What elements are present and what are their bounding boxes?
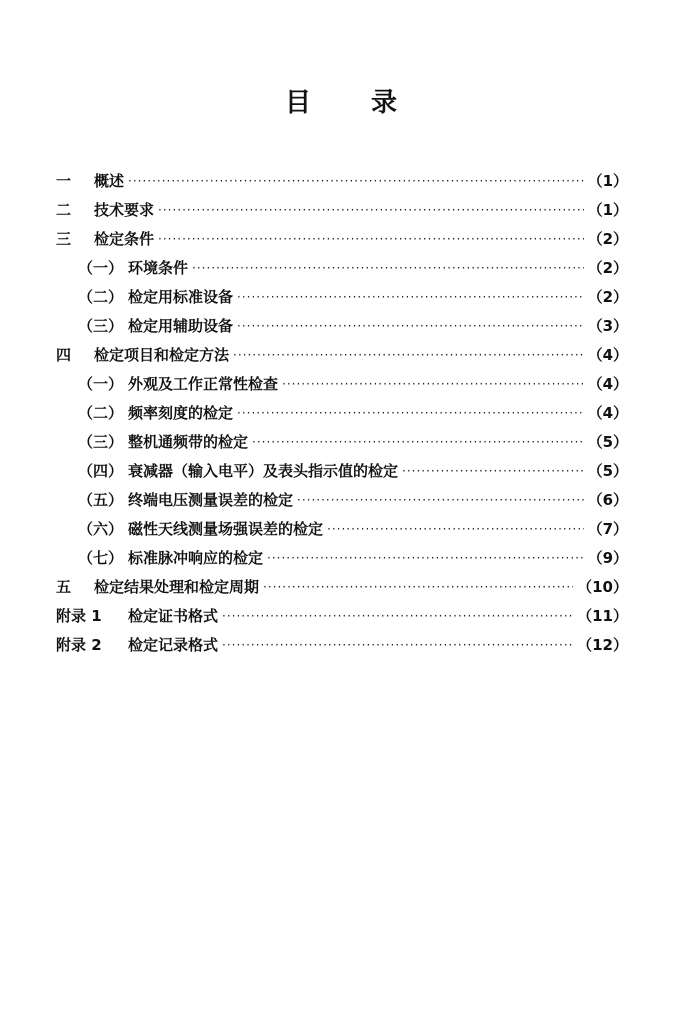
toc-leader-dots (192, 261, 584, 275)
toc-entry-page: （3） (587, 317, 628, 335)
toc-leader-dots (237, 406, 584, 420)
toc-entry (56, 311, 628, 340)
toc-entry-number: （二） (78, 404, 124, 422)
toc-entry (56, 224, 628, 253)
toc-leader-dots (267, 551, 584, 565)
page-title (0, 82, 682, 119)
table-of-contents (56, 166, 628, 659)
toc-entry (56, 340, 628, 369)
toc-entry-number: （三） (78, 317, 124, 335)
toc-entry-title: 检定结果处理和检定周期 (94, 578, 260, 596)
toc-entry-number: （一） (78, 259, 124, 277)
toc-entry (56, 572, 628, 601)
toc-entry-number: 五 (56, 578, 72, 596)
toc-entry-title: 检定用辅助设备 (128, 317, 234, 335)
toc-entry-number: （六） (78, 520, 124, 538)
toc-entry-title: 磁性天线测量场强误差的检定 (128, 520, 324, 538)
toc-entry (56, 369, 628, 398)
toc-entry-page: （7） (587, 520, 628, 538)
toc-entry-number: （四） (78, 462, 124, 480)
toc-leader-dots (327, 522, 584, 536)
toc-entry-page: （5） (587, 462, 628, 480)
toc-entry-title: 检定用标准设备 (128, 288, 234, 306)
toc-leader-dots (297, 493, 584, 507)
toc-entry-page: （2） (587, 230, 628, 248)
toc-entry-page: （2） (587, 259, 628, 277)
toc-entry-title: 概述 (94, 172, 125, 190)
toc-leader-dots (263, 580, 573, 594)
toc-entry (56, 427, 628, 456)
toc-entry-number: （三） (78, 433, 124, 451)
toc-entry-title: 标准脉冲响应的检定 (128, 549, 264, 567)
toc-entry (56, 630, 628, 659)
toc-entry-page: （4） (587, 404, 628, 422)
toc-entry-number: （五） (78, 491, 124, 509)
toc-entry (56, 514, 628, 543)
title-char-2: 录 (371, 88, 398, 118)
toc-entry-page: （10） (577, 578, 628, 596)
toc-entry-number: 附录 2 (56, 636, 102, 654)
toc-entry-title: 终端电压测量误差的检定 (128, 491, 294, 509)
toc-entry (56, 543, 628, 572)
toc-leader-dots (158, 203, 584, 217)
toc-entry-page: （4） (587, 375, 628, 393)
toc-leader-dots (158, 232, 584, 246)
toc-entry-number: 附录 1 (56, 607, 102, 625)
toc-entry (56, 398, 628, 427)
toc-entry (56, 485, 628, 514)
toc-entry-number: 一 (56, 172, 72, 190)
toc-entry-title: 检定记录格式 (128, 636, 219, 654)
toc-entry (56, 601, 628, 630)
toc-entry-title: 检定项目和检定方法 (94, 346, 230, 364)
toc-entry (56, 282, 628, 311)
toc-entry-title: 技术要求 (94, 201, 155, 219)
toc-entry (56, 253, 628, 282)
toc-entry (56, 456, 628, 485)
toc-entry-title: 外观及工作正常性检查 (128, 375, 279, 393)
toc-entry-number: （二） (78, 288, 124, 306)
toc-entry-title: 整机通频带的检定 (128, 433, 249, 451)
toc-entry-page: （5） (587, 433, 628, 451)
toc-leader-dots (282, 377, 584, 391)
toc-entry-title: 检定条件 (94, 230, 155, 248)
title-char-1: 目 (284, 88, 311, 118)
toc-entry-title: 频率刻度的检定 (128, 404, 234, 422)
toc-leader-dots (402, 464, 584, 478)
toc-entry-page: （4） (587, 346, 628, 364)
toc-leader-dots (222, 609, 573, 623)
toc-leader-dots (233, 348, 584, 362)
toc-entry-page: （1） (587, 201, 628, 219)
toc-entry-page: （9） (587, 549, 628, 567)
toc-entry-number: （七） (78, 549, 124, 567)
toc-entry-title: 检定证书格式 (128, 607, 219, 625)
toc-leader-dots (252, 435, 584, 449)
toc-leader-dots (237, 319, 584, 333)
toc-entry-number: （一） (78, 375, 124, 393)
toc-entry-page: （1） (587, 172, 628, 190)
toc-entry-title: 衰减器（输入电平）及表头指示值的检定 (128, 462, 399, 480)
toc-entry-number: 二 (56, 201, 72, 219)
toc-entry (56, 195, 628, 224)
toc-entry-page: （6） (587, 491, 628, 509)
toc-entry (56, 166, 628, 195)
toc-leader-dots (222, 638, 573, 652)
toc-entry-page: （2） (587, 288, 628, 306)
toc-leader-dots (237, 290, 584, 304)
toc-entry-number: 三 (56, 230, 72, 248)
toc-entry-number: 四 (56, 346, 72, 364)
toc-entry-page: （12） (577, 636, 628, 654)
toc-entry-title: 环境条件 (128, 259, 189, 277)
toc-leader-dots (128, 174, 584, 188)
toc-entry-page: （11） (577, 607, 628, 625)
